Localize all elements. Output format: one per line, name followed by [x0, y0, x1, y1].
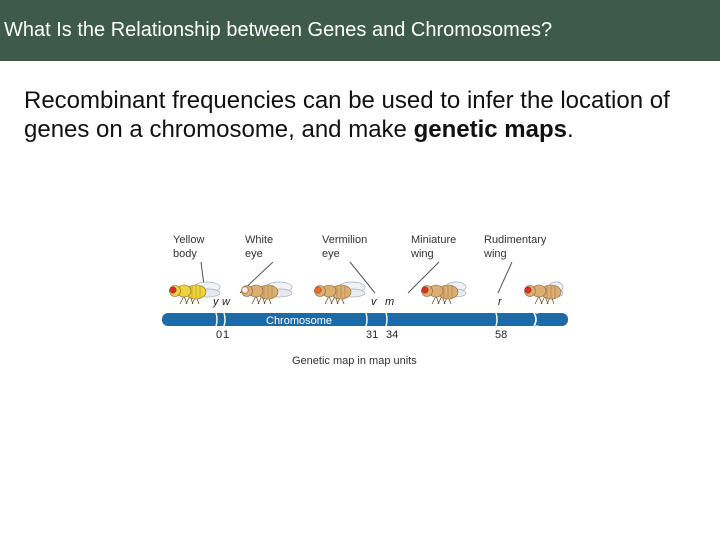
slide-title: What Is the Relationship between Genes and Chromosomes?: [4, 19, 553, 41]
gene-label-line2: wing: [411, 248, 434, 260]
pointer-line: [498, 262, 512, 293]
gene-symbol: r: [498, 296, 502, 308]
body-text-bold: genetic maps: [413, 116, 567, 143]
gene-symbol: m: [385, 296, 395, 308]
gene-label-line1: Miniature: [411, 234, 457, 246]
chromosome-arm-right: [534, 313, 568, 326]
gene-symbol: v: [371, 296, 377, 308]
map-unit-number: 0: [216, 329, 223, 341]
gene-label-line2: wing: [484, 248, 507, 260]
gene-symbol: w: [222, 296, 230, 308]
fruit-fly-icon: [242, 282, 293, 304]
body-text-main: Recombinant frequencies can be used to infer the location of genes on a chromosome, and make: [24, 87, 670, 143]
fruit-fly-icon: [422, 282, 467, 304]
map-unit-number: 58: [495, 329, 508, 341]
gene-label-line1: Yellow: [173, 234, 205, 246]
map-unit-number: 34: [386, 329, 399, 341]
map-unit-number: 31: [366, 329, 379, 341]
gene-label-line2: body: [173, 248, 197, 260]
map-unit-number: 1: [223, 329, 230, 341]
chromosome-arm-left: [162, 313, 540, 326]
gene-label-line1: Vermilion: [322, 234, 368, 246]
gene-label-line2: eye: [245, 248, 263, 260]
map-caption: Genetic map in map units: [292, 355, 417, 367]
gene-label-line2: eye: [322, 248, 340, 260]
gene-symbol: y: [213, 296, 219, 308]
chromosome-label: Chromosome: [266, 315, 333, 327]
body-text-end: .: [566, 116, 574, 143]
chromosome: [162, 313, 568, 326]
fruit-fly-icon: [525, 282, 564, 304]
gene-label-line1: White: [245, 234, 274, 246]
gene-label-line1: Rudimentary: [484, 234, 547, 246]
fruit-fly-icon: [315, 282, 366, 304]
